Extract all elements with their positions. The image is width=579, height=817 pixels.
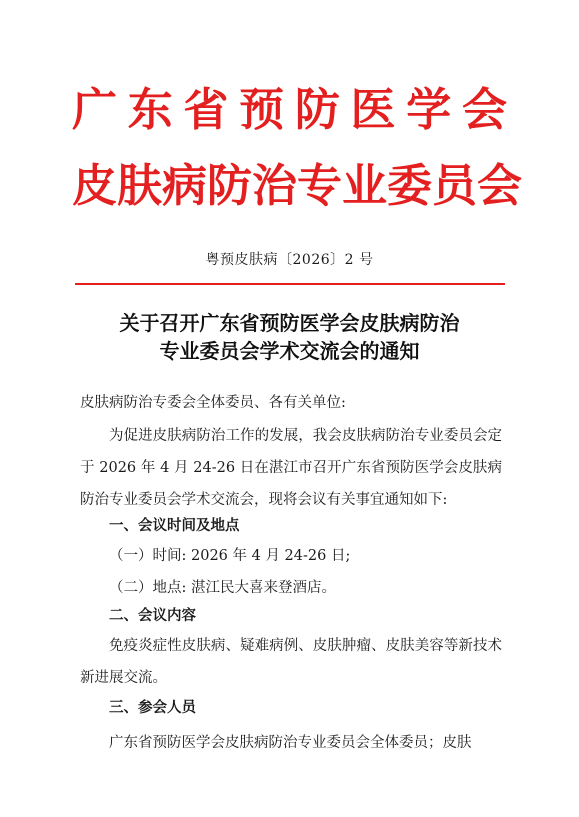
section-3-paragraph: 广东省预防医学会皮肤病防治专业委员会全体委员；皮肤 [109, 735, 472, 751]
section-heading-2: 二、会议内容 [109, 608, 196, 624]
section-1-item-2: （二）地点: 湛江民大喜来登酒店。 [109, 580, 336, 596]
section-2-paragraph: 免疫炎症性皮肤病、疑难病例、皮肤肿瘤、皮肤美容等新技术新进展交流。 [80, 638, 502, 686]
notice-title-line-1: 关于召开广东省预防医学会皮肤病防治 [119, 311, 460, 335]
document-number: 粤预皮肤病〔2026〕2 号 [205, 252, 374, 268]
section-heading-3: 三、参会人员 [109, 700, 196, 716]
salutation: 皮肤病防治专委会全体委员、各有关单位: [80, 395, 346, 411]
issuer-header-line-1: 广东省预防医学会 [72, 83, 507, 136]
issuer-header-line-2: 皮肤病防治专业委员会 [72, 159, 523, 212]
section-1-item-1: （一）时间: 2026 年 4 月 24-26 日; [109, 548, 351, 564]
intro-paragraph: 为促进皮肤病防治工作的发展，我会皮肤病防治专业委员会定于 2026 年 4 月 24-26 日在湛江市召开广东省预防医学会皮肤病防治专业委员会学术交流会，现将会议有关事宜通知如下: [80, 428, 502, 508]
section-heading-1: 一、会议时间及地点 [109, 518, 240, 534]
notice-title-line-2: 专业委员会学术交流会的通知 [159, 339, 420, 363]
red-divider-rule [75, 283, 505, 285]
